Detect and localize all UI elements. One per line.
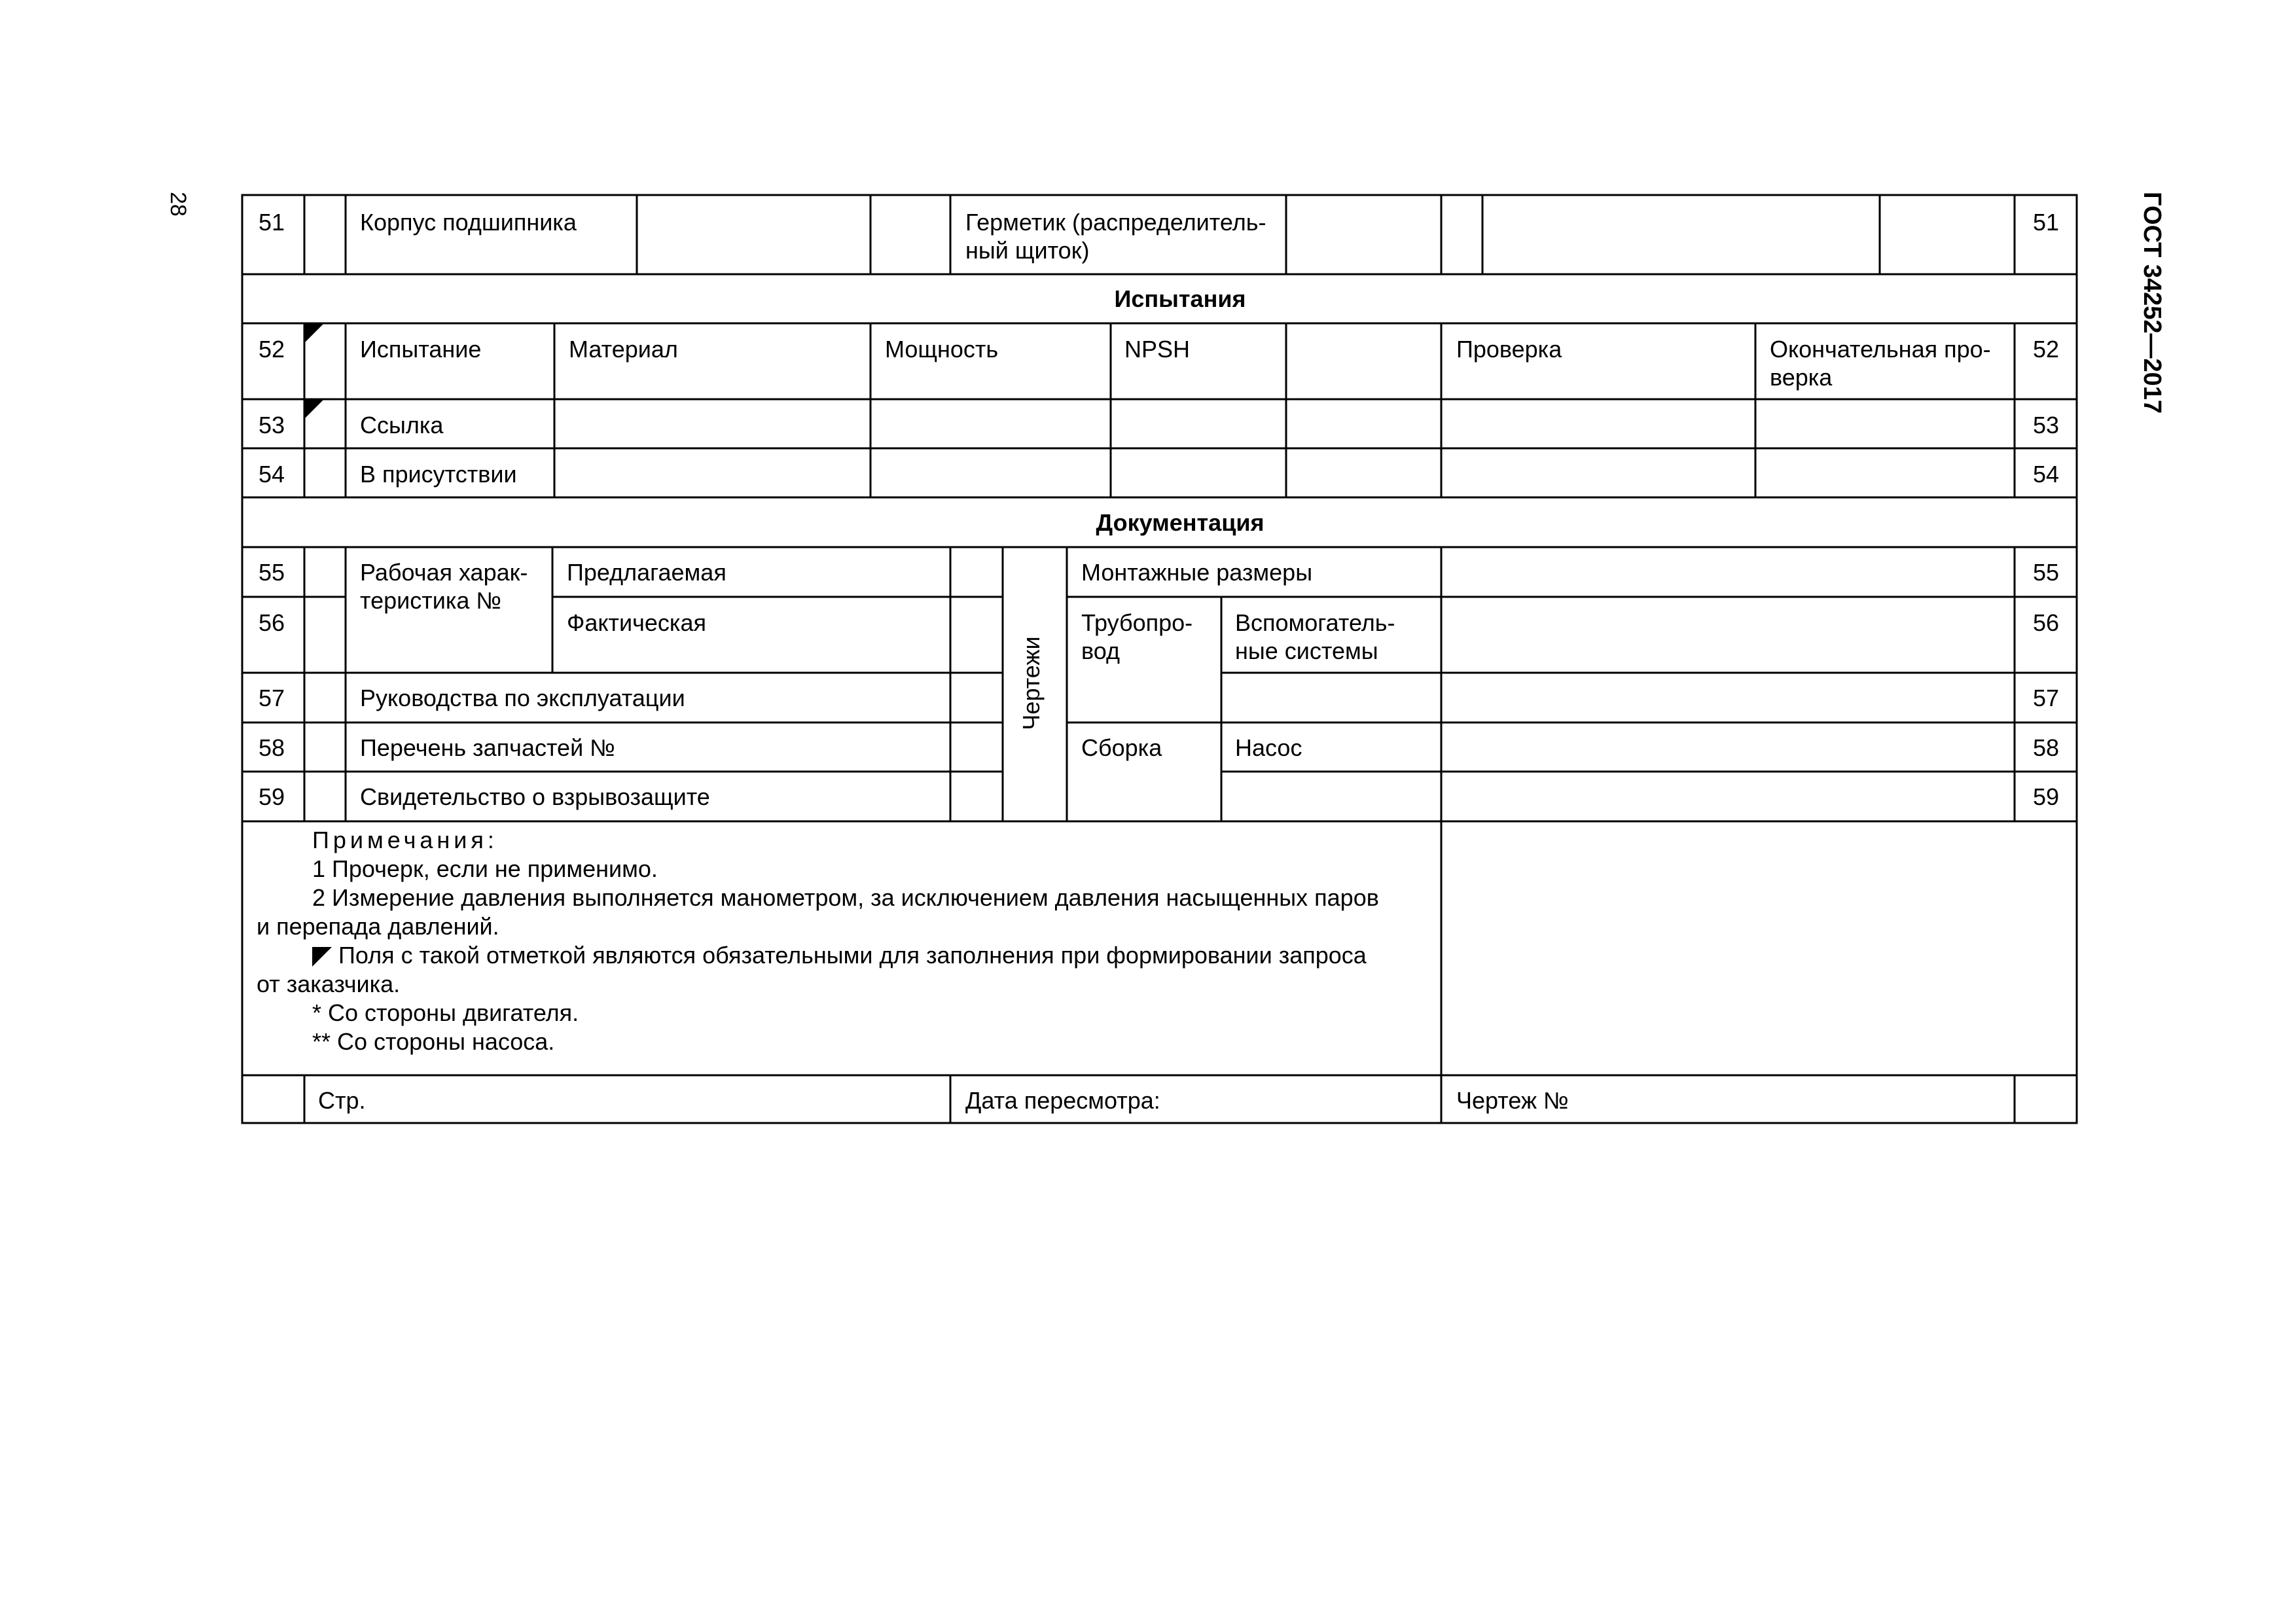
field-label: вод [1081,637,1120,664]
page-number: 28 [166,192,190,217]
column-header: верка [1770,364,1833,391]
row-number-left: 59 [259,783,285,810]
column-header: Материал [569,336,678,363]
footer-page-label: Стр. [318,1087,366,1114]
row-number-left: 52 [259,336,285,363]
notes-title: Примечания: [312,827,498,853]
footer-revision-label: Дата пересмотра: [965,1087,1160,1114]
field-label: Предлагаемая [567,559,726,586]
row-number-left: 55 [259,559,285,586]
note-item: от заказчика. [257,971,401,997]
field-label: ный щиток) [965,237,1090,264]
footer-drawing-label: Чертеж № [1456,1087,1569,1114]
section-heading-testing: Испытания [1114,285,1246,312]
note-item: и перепада давлений. [257,913,499,940]
field-label: Герметик (распределитель- [965,209,1266,236]
row-number-right: 56 [2033,609,2060,636]
field-label: ные системы [1235,637,1378,664]
note-item: * Со стороны двигателя. [312,999,579,1026]
drawings-vertical-label: Чертежи [1018,636,1045,730]
column-header: Испытание [360,336,482,363]
field-label: Ссылка [360,412,444,438]
row-number-right: 57 [2033,685,2060,711]
field-label: Фактическая [567,609,706,636]
column-header: Проверка [1456,336,1562,363]
field-label: Корпус подшипника [360,209,577,236]
field-label: Руководства по эксплуатации [360,685,685,711]
note-item: 1 Прочерк, если не применимо. [312,855,658,882]
mandatory-marker-icon [312,947,332,967]
column-header: NPSH [1124,336,1191,363]
field-label: Свидетельство о взрывозащите [360,783,710,810]
note-item: ** Со стороны насоса. [312,1028,555,1055]
row-number-left: 58 [259,734,285,761]
field-label: Вспомогатель- [1235,609,1395,636]
note-item-mandatory [257,941,1422,970]
column-header: Мощность [885,336,999,363]
field-label: В присутствии [360,461,517,488]
field-label: Перечень запчастей № [360,734,615,761]
row-number-left: 53 [259,412,285,438]
row-number-left: 56 [259,609,285,636]
field-label: Сборка [1081,734,1162,761]
row-number-left: 54 [259,461,285,488]
field-label: Монтажные размеры [1081,559,1313,586]
note-text: Поля с такой отметкой являются обязательными для заполнения при формировании запроса [338,942,1367,969]
field-label: Рабочая харак- [360,559,528,586]
row-number-right: 53 [2033,412,2060,438]
column-header: Окончательная про- [1770,336,1991,363]
row-number-right: 59 [2033,783,2060,810]
mandatory-field-marker [304,324,323,344]
notes-block [257,826,1422,1056]
row-number-right: 58 [2033,734,2060,761]
standard-code: ГОСТ 34252—2017 [2138,192,2166,414]
row-number-right: 52 [2033,336,2060,363]
field-label: Насос [1235,734,1302,761]
field-label: Трубопро- [1081,609,1193,636]
field-label: теристика № [360,587,502,614]
row-number-right: 55 [2033,559,2060,586]
row-number-left: 57 [259,685,285,711]
row-number-right: 51 [2033,209,2060,236]
row-number-right: 54 [2033,461,2060,488]
mandatory-field-marker [304,400,323,419]
note-item: 2 Измерение давления выполняется манометром, за исключением давления насыщенных паров [312,884,1379,911]
row-number-left: 51 [259,209,285,236]
section-heading-documentation: Документация [1096,509,1265,536]
